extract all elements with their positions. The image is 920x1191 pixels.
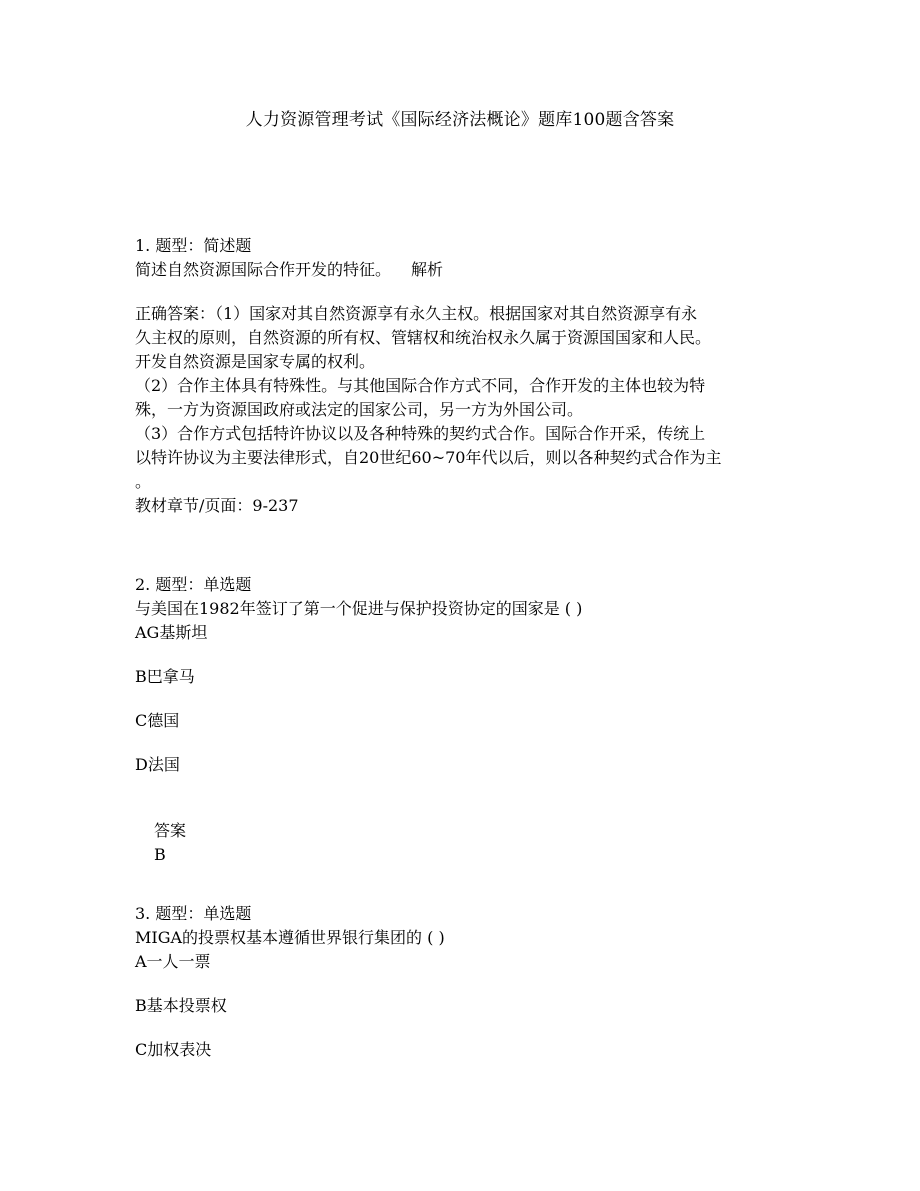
option-a: A一人一票 <box>135 952 211 971</box>
explain-link[interactable]: 解析 <box>411 260 444 279</box>
question-2-text: 与美国在1982年签订了第一个促进与保护投资协定的国家是 ( ) <box>135 599 583 618</box>
answer-line: 殊，一方为资源国政府或法定的国家公司，另一方为外国公司。 <box>135 400 584 419</box>
chapter-reference: 教材章节/页面：9-237 <box>135 496 299 515</box>
question-2 <box>135 573 790 867</box>
answer-line: 久主权的原则，自然资源的所有权、管辖权和统治权永久属于资源国国家和人民。 <box>135 328 712 347</box>
spacer <box>135 1018 790 1038</box>
answer-block <box>154 819 790 867</box>
question-1-answer <box>135 302 790 494</box>
question-1-text-row <box>135 258 790 282</box>
answer-line: （3）合作方式包括特许协议以及各种特殊的契约式合作。国际合作开采，传统上 <box>135 424 706 443</box>
answer-line: 。 <box>135 472 152 491</box>
spacer <box>135 645 790 665</box>
question-3 <box>135 902 790 1062</box>
answer-line: 开发自然资源是国家专属的权利。 <box>135 352 376 371</box>
answer-line: （2）合作主体具有特殊性。与其他国际合作方式不同，合作开发的主体也较为特 <box>135 376 706 395</box>
question-1-header: 1. 题型：简述题 <box>135 236 252 255</box>
spacer <box>135 733 790 753</box>
question-2-header: 2. 题型：单选题 <box>135 575 252 594</box>
spacer <box>135 282 790 302</box>
answer-label: 答案 <box>154 821 187 840</box>
question-3-text: MIGA的投票权基本遵循世界银行集团的 ( ) <box>135 928 445 947</box>
answer-value: B <box>154 845 166 864</box>
option-b: B巴拿马 <box>135 667 195 686</box>
option-c: C加权表决 <box>135 1040 212 1059</box>
page-title: 人力资源管理考试《国际经济法概论》题库100题含答案 <box>245 110 675 130</box>
answer-line: 以特许协议为主要法律形式，自20世纪60~70年代以后，则以各种契约式合作为主 <box>135 448 722 467</box>
spacer <box>135 689 790 709</box>
option-c: C德国 <box>135 711 180 730</box>
question-1-text: 简述自然资源国际合作开发的特征。 <box>135 260 392 279</box>
question-3-header: 3. 题型：单选题 <box>135 904 252 923</box>
option-a: AG基斯坦 <box>135 623 208 642</box>
question-1 <box>135 234 790 518</box>
option-b: B基本投票权 <box>135 996 227 1015</box>
answer-line: 正确答案：（1）国家对其自然资源享有永久主权。根据国家对其自然资源享有永 <box>135 304 698 323</box>
spacer <box>135 974 790 994</box>
option-d: D法国 <box>135 755 180 774</box>
